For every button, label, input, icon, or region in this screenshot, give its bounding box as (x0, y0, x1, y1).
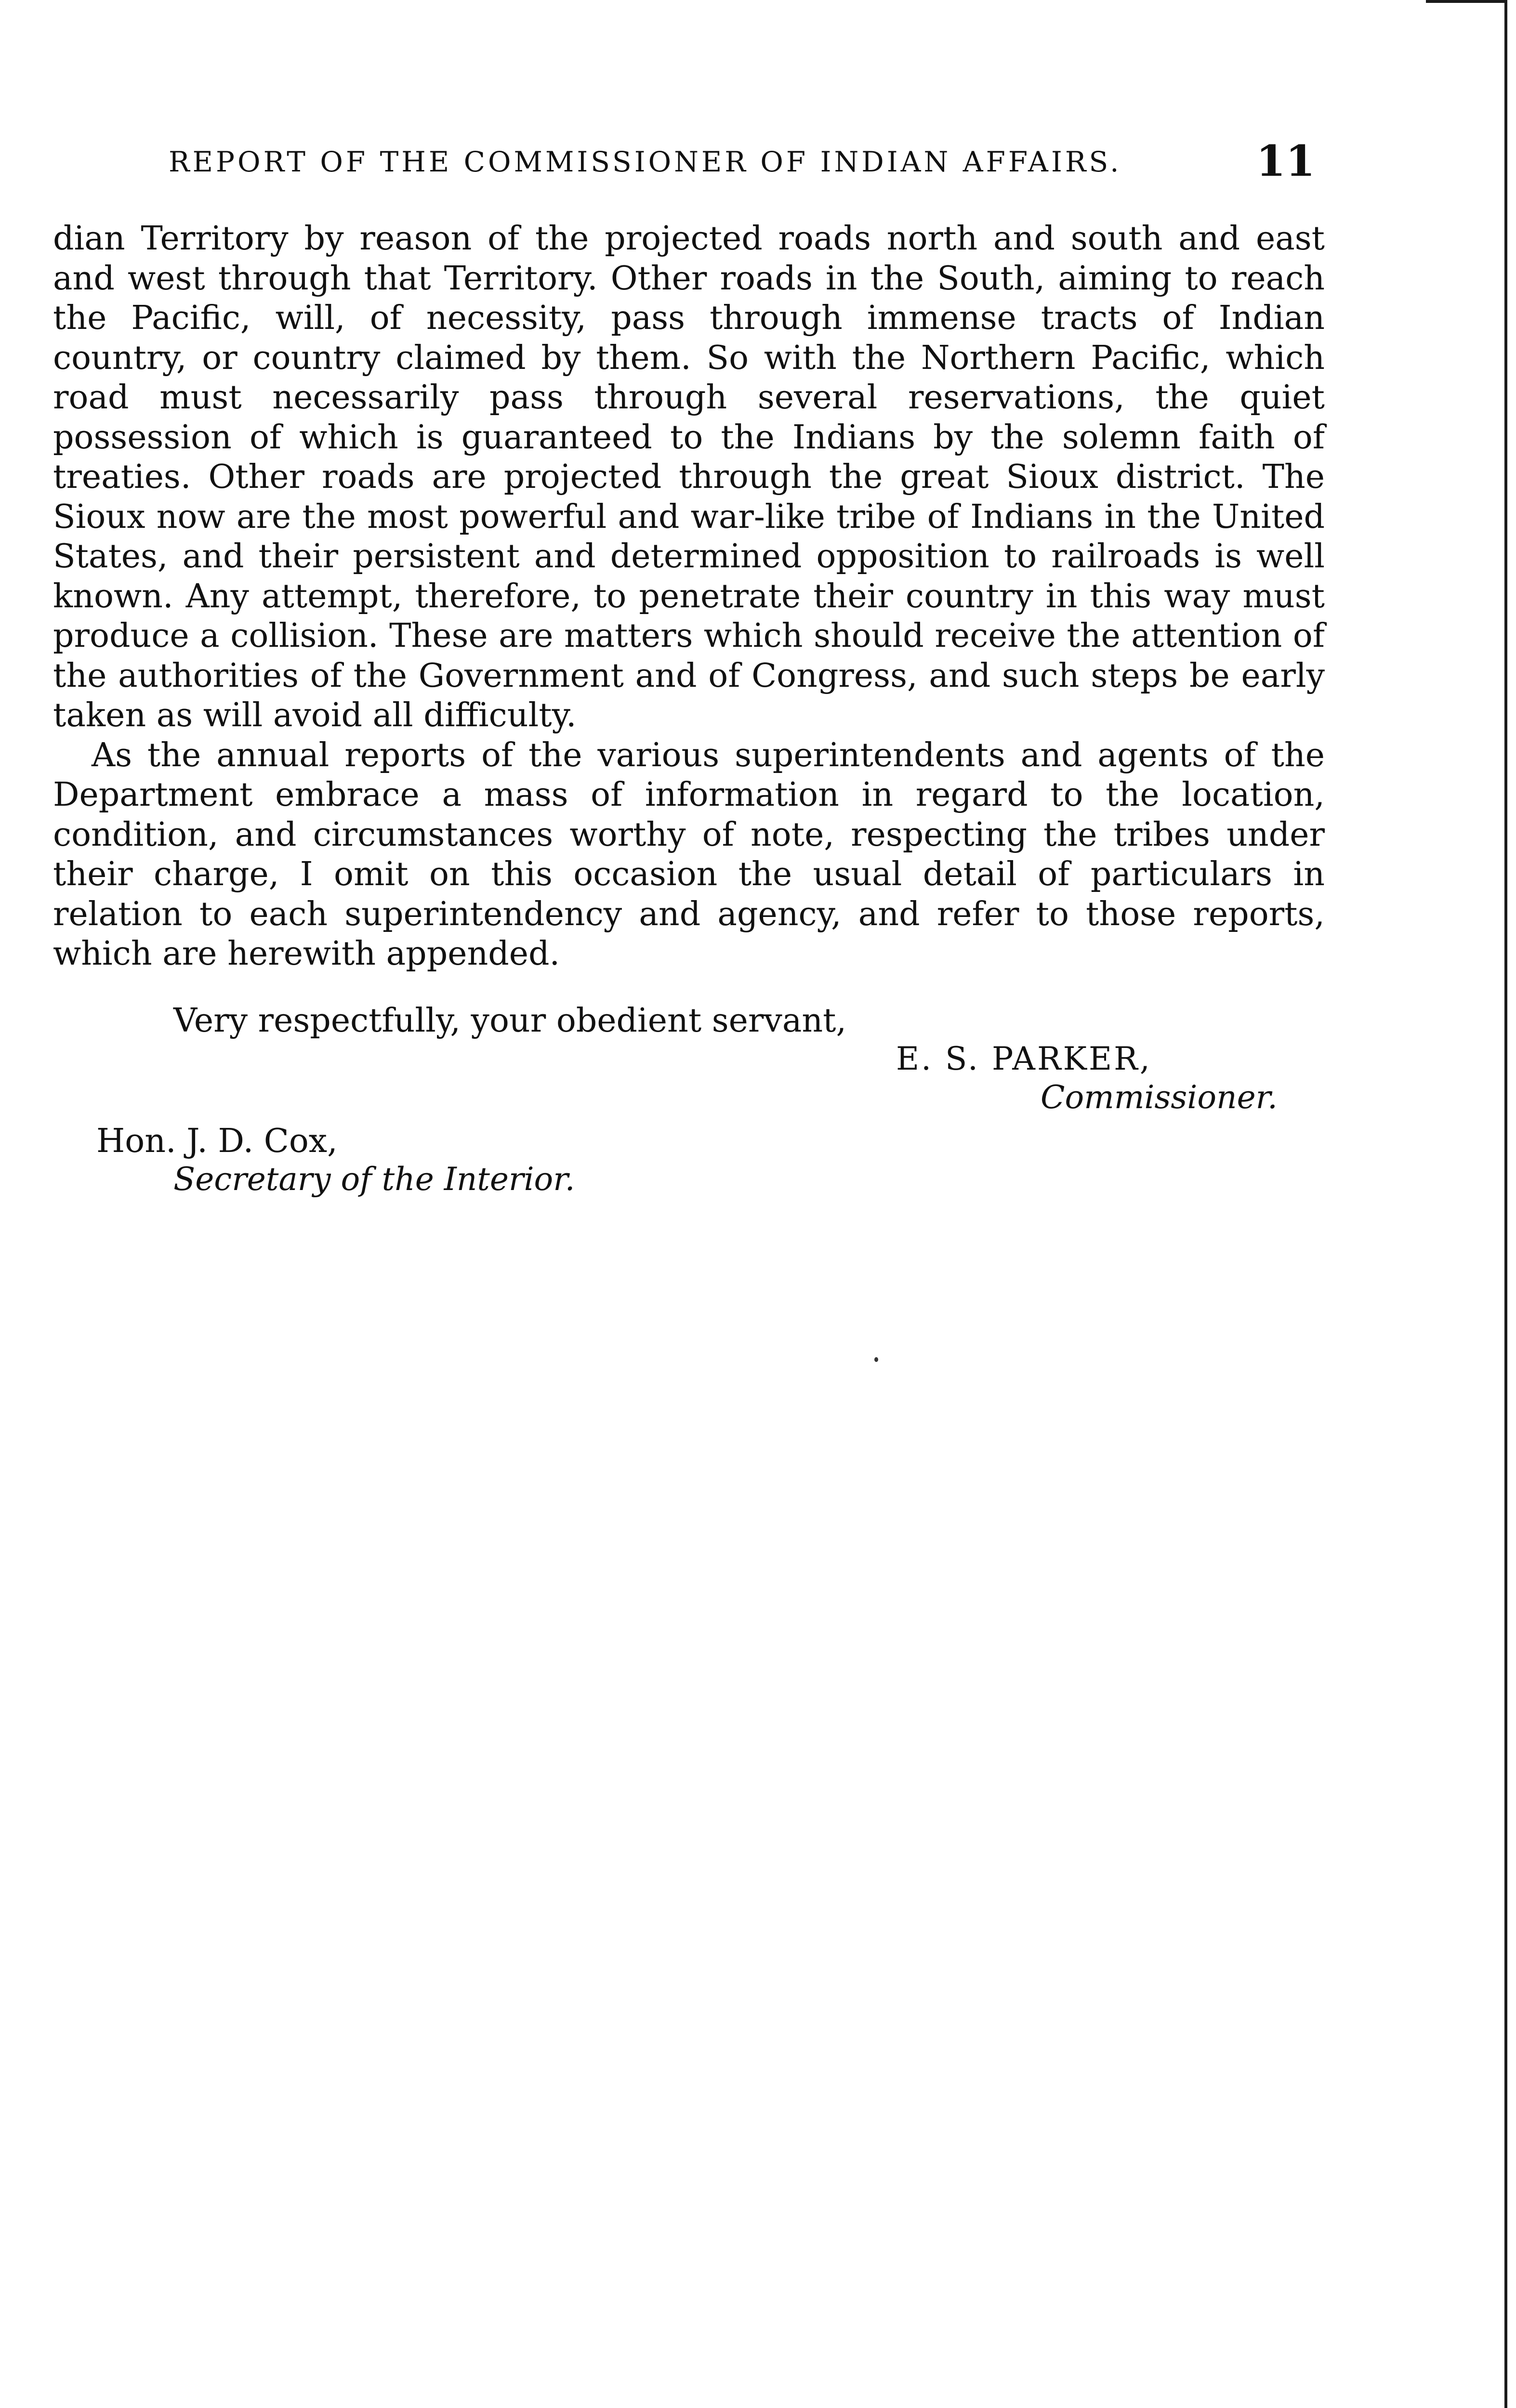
page-edge-right (1504, 0, 1507, 2408)
header-title: REPORT OF THE COMMISSIONER OF INDIAN AFFAIRS. (169, 145, 1122, 178)
addressee-title: Secretary of the Interior. (173, 1161, 575, 1198)
paragraph-reports: As the annual reports of the various superintendents and agents of the Department embrace a mass of information in regard to the location, condition, and circumstances worthy of note, respecting the tribes under their charge, I omit on this occasion the usual detail of particulars in relation to each superintendency and agency, and refer to those reports, which are herewith appended. (53, 736, 1325, 973)
addressee-name: Hon. J. D. Cox, (96, 1122, 338, 1160)
running-header (169, 136, 1315, 189)
signer-name: E. S. PARKER, (896, 1040, 1152, 1077)
page-number: 11 (1256, 136, 1315, 186)
page-edge-top (1426, 0, 1507, 3)
signer-title: Commissioner. (1041, 1079, 1278, 1116)
closing-salutation: Very respectfully, your obedient servant, (173, 1002, 847, 1040)
paragraph-continued: dian Territory by reason of the projected roads north and south and east and west through that Territory. Other roads in the South, aiming to reach the Pacific, will, of necessity, pass through immense tracts of Indian country, or country claimed by them. So with the Northern Pacific, which road must necessarily pass through several reservations, the quiet possession of which is guaranteed to the Indians by the solemn faith of treaties. Other roads are projected through the great Sioux district. The Sioux now are the most powerful and war-like tribe of Indians in the United States, and their persistent and determined opposition to railroads is well known. Any attempt, therefore, to penetrate their country in this way must produce a collision. These are matters which should receive the attention of the authorities of the Government and of Congress, and such steps be early taken as will avoid all difficulty. (53, 220, 1325, 734)
scan-speck (874, 1357, 878, 1362)
body-text (53, 219, 1325, 974)
